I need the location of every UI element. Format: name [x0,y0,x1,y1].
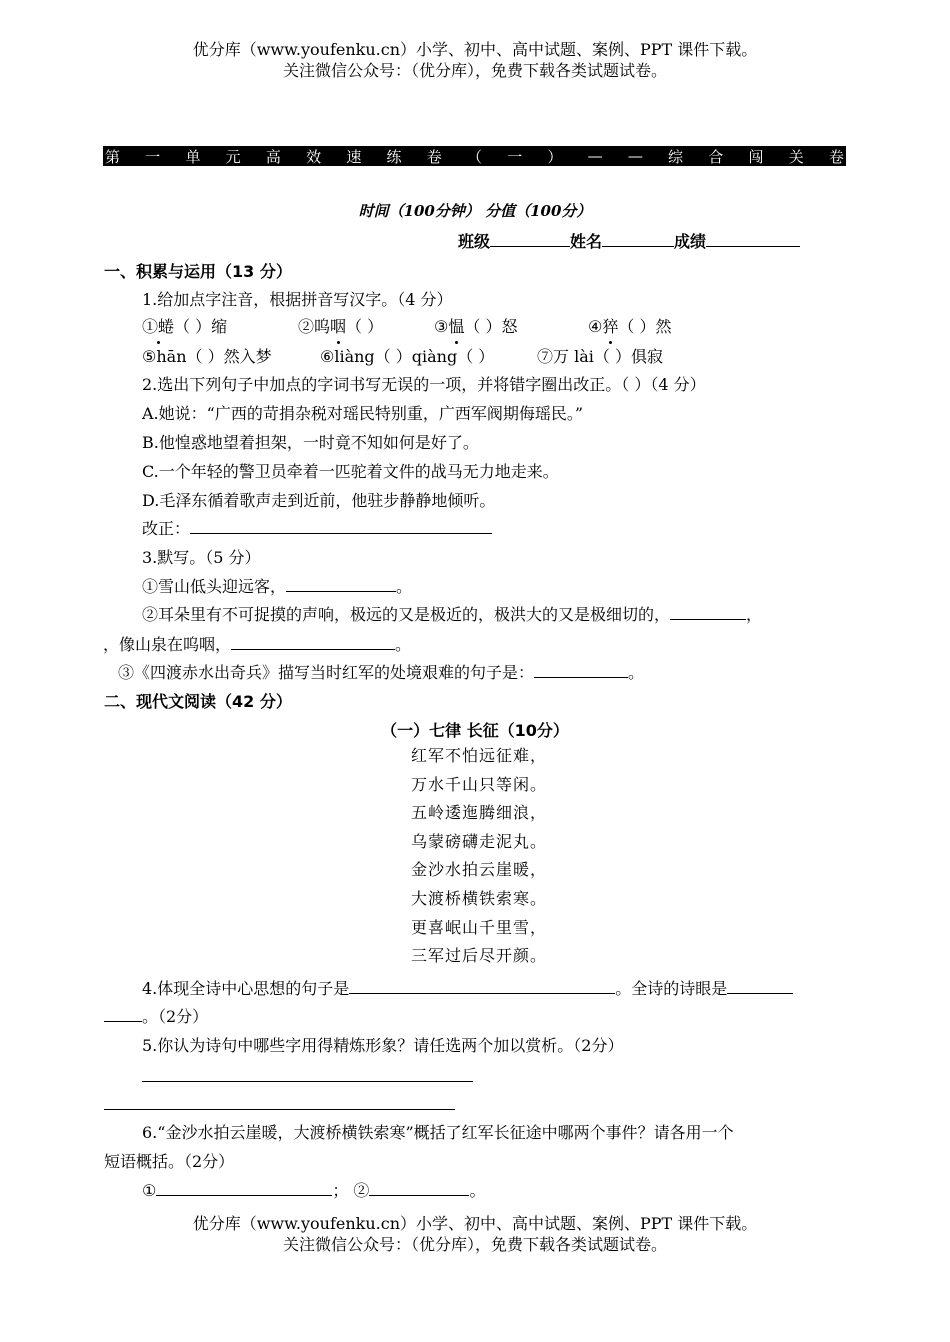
q2-fix-label: 改正： [142,519,191,538]
title-char: 单 [185,147,201,166]
q1-item: ①蜷（ ）缩 [142,317,228,336]
poem-line: 大渡桥横铁索寒。 [411,889,548,908]
student-info-line [458,231,800,253]
poem-line: 红军不怕远征难， [411,746,548,765]
title-char: ） [547,147,563,166]
q2-option-c: C.一个年轻的警卫员牵着一匹驼着文件的战马无力地走来。 [142,462,559,481]
q3-item-2: ②耳朵里有不可捉摸的声响，极远的又是极近的，极洪大的又是极细切的， ， [142,605,763,624]
q6-stem: 6.“金沙水拍云崖暖，大渡桥横铁索寒”概括了红军长征途中哪两个事件？请各用一个 [142,1123,734,1142]
title-char: （ [466,147,482,166]
poem-line: 金沙水拍云崖暖， [411,860,548,880]
title-char: 一 [145,147,161,166]
q6-blank-1[interactable] [156,1181,332,1196]
q1-stem: 1.给加点字注音，根据拼音写汉字。（4 分） [142,290,453,309]
title-char: 合 [708,147,724,166]
title-char: 效 [306,147,322,166]
q5-answer-line-2[interactable] [104,1109,455,1110]
exam-title-banner [103,146,846,166]
title-char: — [587,147,603,165]
q3-blank-3[interactable] [231,635,395,650]
q5-stem: 5.你认为诗句中哪些字用得精炼形象？请任选两个加以赏析。（2分） [142,1036,624,1055]
title-char: 综 [668,147,684,166]
title-char: 高 [265,147,281,166]
name-field[interactable] [602,232,674,247]
time-score-line: 时间（100分钟） 分值（100分） [358,202,592,220]
q1-item: ③愠（ ）怒 [434,317,518,336]
poem-line: 三军过后尽开颜。 [411,946,548,966]
poem-title: （一）七律 长征（10分） [381,721,569,740]
title-char: 练 [386,147,402,166]
q6-answers: ① ； ② 。 [142,1181,486,1200]
q1-item: ②呜咽（ ） [298,317,384,336]
header-line-2: 关注微信公众号：（优分库），免费下载各类试题试卷。 [282,61,667,80]
poem-line: 五岭逶迤腾细浪， [411,803,548,823]
name-label: 姓名 [570,232,603,251]
q5-answer-line-1[interactable] [142,1081,473,1082]
q4-line-2: 。（2分） [104,1006,208,1028]
section2-heading: 二、现代文阅读（42 分） [104,692,292,711]
poem-line: 乌蒙磅礴走泥丸。 [411,831,548,851]
q4-line: 4.体现全诗中心思想的句子是 。全诗的诗眼是 [142,978,793,1000]
q1-item: ④猝（ ）然 [588,317,672,336]
title-char: — [627,147,643,165]
q2-option-b: B.他惶惑地望着担架，一时竟不知如何是好了。 [142,433,479,452]
class-field[interactable] [490,232,570,247]
grade-label: 成绩 [674,232,707,251]
poem-line: 万水千山只等闲。 [411,774,548,794]
header-line-1: 优分库（www.youfenku.cn）小学、初中、高中试题、案例、PPT 课件下载。 [192,40,758,59]
q4-blank-1[interactable] [349,979,615,994]
q3-item-3: ③《四渡赤水出奇兵》描写当时红军的处境艰难的句子是： 。 [118,663,645,682]
title-char: 关 [788,147,804,166]
q2-stem: 2.选出下列句子中加点的字词书写无误的一项，并将错字圈出改正。（ ）（4 分） [142,375,706,394]
q1-item: ⑥liàng（ ）qiàng（ ） [320,347,495,366]
q3-item-2b: ，像山泉在呜咽， 。 [103,635,412,654]
title-char: 卷 [828,147,844,166]
q2-option-a: A.她说：“广西的苛捐杂税对瑶民特别重，广西军阀期侮瑶民。” [142,404,584,423]
class-label: 班级 [458,232,491,251]
section1-heading: 一、积累与运用（13 分） [104,262,292,281]
q4-blank-2-cont[interactable] [104,1007,142,1022]
q3-blank-1[interactable] [286,577,396,592]
q3-item-1: ①雪山低头迎远客， 。 [142,577,413,596]
q2-option-d: D.毛泽东循着歌声走到近前，他驻步静静地倾听。 [142,491,496,510]
q2-fix-line [142,518,492,540]
q1-item: ⑤hān（ ）然入梦 [142,347,272,366]
q2-fix-field[interactable] [190,519,492,534]
q3-stem: 3.默写。（5 分） [142,548,261,567]
footer-line-1: 优分库（www.youfenku.cn）小学、初中、高中试题、案例、PPT 课件下载。 [192,1214,758,1233]
title-char: 元 [225,147,241,166]
q6-stem-2: 短语概括。（2分） [104,1152,235,1171]
grade-field[interactable] [706,232,800,247]
q4-blank-2[interactable] [727,979,793,994]
title-char: 第 [105,147,121,166]
q1-item: ⑦万 lài（ ）俱寂 [537,347,663,366]
title-char: 卷 [426,147,442,166]
title-char: 一 [507,147,523,166]
title-char: 速 [346,147,362,166]
q3-blank-2[interactable] [670,605,746,620]
footer-line-2: 关注微信公众号：（优分库），免费下载各类试题试卷。 [282,1235,667,1254]
poem-line: 更喜岷山千里雪， [411,917,548,937]
q3-blank-4[interactable] [534,663,628,678]
q6-blank-2[interactable] [369,1181,469,1196]
title-char: 闯 [748,147,764,166]
